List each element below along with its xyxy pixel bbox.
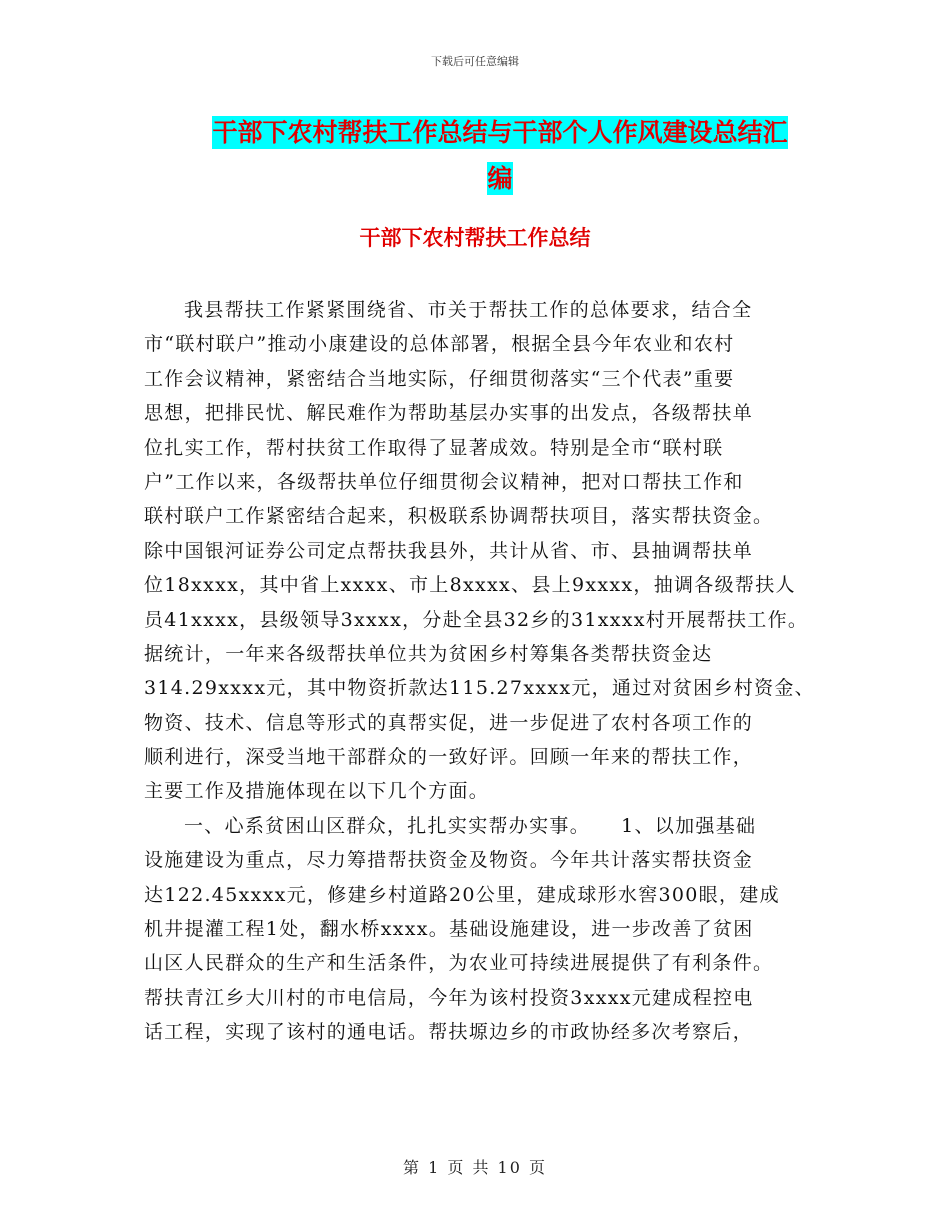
paragraph-line: 设施建设为重点，尽力筹措帮扶资金及物资。今年共计落实帮扶资金: [144, 849, 754, 872]
paragraph-line: 据统计，一年来各级帮扶单位共为贫困乡村筹集各类帮扶资金达: [144, 642, 713, 665]
paragraph-line: 除中国银河证券公司定点帮扶我县外，共计从省、市、县抽调帮扶单: [144, 539, 754, 562]
paragraph-line: 员41xxxx，县级领导3xxxx，分赴全县32乡的31xxxx村开展帮扶工作。: [144, 608, 809, 631]
body-text: [144, 293, 828, 1050]
paragraph-line: 市“联村联户”推动小康建设的总体部署，根据全县今年农业和农村: [144, 333, 735, 356]
section-title: 干部下农村帮扶工作总结: [359, 226, 591, 250]
paragraph-line: 314.29xxxx元，其中物资折款达115.27xxxx元，通过对贫困乡村资金、: [144, 677, 815, 700]
paragraph-line: 物资、技术、信息等形式的真帮实促，进一步促进了农村各项工作的: [144, 711, 754, 734]
paragraph-line: 户”工作以来，各级帮扶单位仔细贯彻会议精神，把对口帮扶工作和: [144, 470, 744, 493]
paragraph-line: 工作会议精神，紧密结合当地实际，仔细贯彻落实“三个代表”重要: [144, 367, 735, 390]
document-title: [190, 110, 810, 202]
document-title-line-2: 编: [487, 164, 513, 193]
paragraph-line: 机井提灌工程1处，翻水桥xxxx。基础设施建设，进一步改善了贫困: [144, 918, 754, 941]
paragraph-line: 联村联户工作紧密结合起来，积极联系协调帮扶项目，落实帮扶资金。: [144, 505, 774, 528]
paragraph-line: 山区人民群众的生产和生活条件，为农业可持续进展提供了有利条件。: [144, 952, 774, 975]
paragraph-line: 思想，把排民忧、解民难作为帮助基层办实事的出发点，各级帮扶单: [144, 402, 754, 425]
paragraph-line: 主要工作及措施体现在以下几个方面。: [144, 780, 490, 803]
paragraph-line: 达122.45xxxx元，修建乡村道路20公里，建成球形水窖300眼，建成: [144, 883, 780, 906]
page-footer: 第 1 页 共 10 页: [403, 1158, 547, 1177]
document-title-line-1: 干部下农村帮扶工作总结与干部个人作风建设总结汇: [212, 118, 788, 147]
paragraph-line: 位扎实工作，帮村扶贫工作取得了显著成效。特别是全市“联村联: [144, 436, 724, 459]
paragraph-line: 顺利进行，深受当地干部群众的一致好评。回顾一年来的帮扶工作，: [144, 746, 754, 769]
paragraph-line: 帮扶青江乡大川村的市电信局，今年为该村投资3xxxx元建成程控电: [144, 986, 754, 1009]
paragraph-line: 一、心系贫困山区群众，扎扎实实帮办实事。 1、以加强基础: [184, 814, 757, 837]
paragraph-line: 位18xxxx，其中省上xxxx、市上8xxxx、县上9xxxx，抽调各级帮扶人: [144, 574, 796, 597]
paragraph-line: 我县帮扶工作紧紧围绕省、市关于帮扶工作的总体要求，结合全: [184, 299, 753, 321]
paragraph-line: 话工程，实现了该村的通电话。帮扶塬边乡的市政协经多次考察后，: [144, 1021, 754, 1044]
header-note: 下载后可任意编辑: [431, 55, 519, 68]
